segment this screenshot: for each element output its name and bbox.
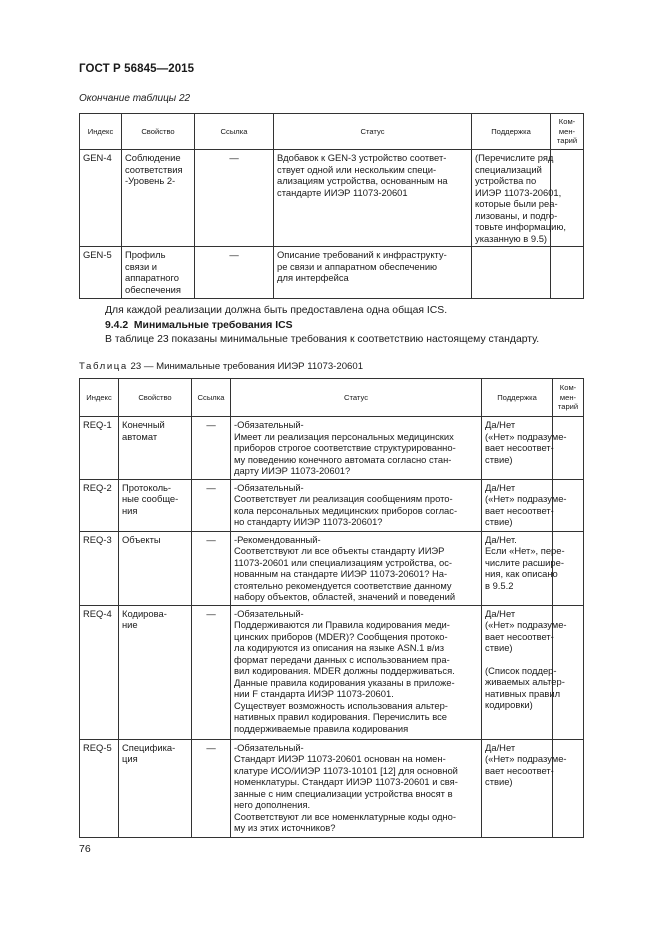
cell-line: 11073-20601 или специализациям устройства, ос- bbox=[234, 556, 452, 568]
cell-index: REQ-4 bbox=[80, 605, 119, 739]
cell-support bbox=[482, 479, 567, 531]
col-comment-header-line: Ком- bbox=[559, 383, 577, 393]
col-status-header: Статус bbox=[231, 379, 482, 417]
cell-line: ния bbox=[122, 504, 138, 516]
table-row bbox=[80, 150, 584, 247]
paragraph-ics: Для каждой реализации должна быть предоставлена одна общая ICS. bbox=[105, 305, 448, 316]
cell-line: него дополнения. bbox=[234, 799, 311, 810]
cell-line: -Обязательный- bbox=[234, 741, 304, 753]
cell-line: ния, как описано bbox=[485, 568, 558, 579]
col-support-header: Поддержка bbox=[482, 379, 553, 417]
section-number: 9.4.2 bbox=[105, 320, 129, 331]
cell-support bbox=[472, 150, 566, 247]
cell-index: REQ-2 bbox=[80, 479, 119, 531]
cell-line: вает несоответ- bbox=[485, 442, 554, 453]
cell-line: цинских приборов (MDER)? Сообщения протоко- bbox=[234, 630, 448, 642]
cell-line: Профиль bbox=[125, 249, 166, 260]
cell-line: Объекты bbox=[122, 533, 161, 545]
cell-status bbox=[274, 247, 472, 299]
table-23-caption-rest: 23 — Минимальные требования ИИЭР 11073-20601 bbox=[130, 361, 364, 372]
cell-line: Да/Нет bbox=[485, 741, 516, 753]
cell-line: (Список поддер- bbox=[485, 664, 557, 676]
cell-line: ствие) bbox=[485, 453, 513, 465]
cell-property bbox=[119, 417, 192, 480]
col-reference-header: Ссылка bbox=[195, 114, 274, 150]
cell-line: соответствия bbox=[125, 163, 183, 175]
page-number: 76 bbox=[79, 843, 91, 855]
table-23-header-row bbox=[80, 379, 584, 417]
cell-line bbox=[485, 654, 549, 665]
cell-line: дарту ИИЭР 11073-20601? bbox=[234, 465, 351, 476]
cell-line: связи и bbox=[125, 260, 158, 272]
col-reference-header: Ссылка bbox=[192, 379, 231, 417]
cell-line: -Уровень 2- bbox=[125, 175, 176, 186]
document-header: ГОСТ Р 56845—2015 bbox=[79, 63, 195, 75]
cell-line: клатуре ИСО/ИИЭР 11073-10101 [12] для основной bbox=[234, 764, 458, 776]
col-comment-header-line: тарий bbox=[557, 402, 579, 412]
cell-line: Да/Нет bbox=[485, 481, 516, 493]
cell-line: Протоколь- bbox=[122, 481, 172, 493]
cell-property bbox=[119, 479, 192, 531]
cell-index: GEN-4 bbox=[80, 150, 122, 247]
cell-support bbox=[482, 739, 567, 837]
col-support-header: Поддержка bbox=[472, 114, 551, 150]
cell-line: Вдобавок к GEN-3 устройство соответ- bbox=[277, 152, 447, 163]
cell-line: вает несоответ- bbox=[485, 630, 554, 642]
cell-line: вает несоответ- bbox=[485, 504, 554, 516]
cell-status bbox=[231, 417, 482, 480]
cell-line: ние bbox=[122, 619, 138, 630]
cell-line: нативных правил кодирования. Перечислить все bbox=[234, 711, 447, 722]
cell-reference: — bbox=[192, 739, 231, 837]
cell-line: Да/Нет bbox=[485, 419, 516, 430]
cell-line: ствие) bbox=[485, 516, 513, 527]
cell-line: Да/Нет. bbox=[485, 533, 517, 545]
cell-property bbox=[119, 739, 192, 837]
cell-index: REQ-1 bbox=[80, 417, 119, 480]
cell-line: стандарте ИИЭР 11073-20601 bbox=[277, 186, 408, 198]
table-22-caption: Окончание таблицы 22 bbox=[79, 93, 191, 104]
cell-support bbox=[482, 605, 567, 739]
cell-index: REQ-5 bbox=[80, 739, 119, 837]
cell-line: нии F стандарта ИИЭР 11073-20601. bbox=[234, 688, 394, 699]
cell-line: которые были реа- bbox=[475, 198, 558, 209]
cell-support bbox=[482, 531, 565, 605]
cell-line: ция bbox=[122, 753, 138, 764]
cell-line: Специфика- bbox=[122, 741, 176, 753]
cell-line: Соответствуют ли все номенклатурные коды одно- bbox=[234, 810, 456, 822]
cell-property bbox=[119, 605, 192, 739]
cell-status bbox=[231, 605, 482, 739]
cell-line: ИИЭР 11073-20601, bbox=[475, 186, 562, 198]
cell-line: Соответствуют ли все объекты стандарту ИИЭР bbox=[234, 545, 445, 556]
cell-line: -Обязательный- bbox=[234, 419, 304, 430]
cell-status bbox=[274, 150, 472, 247]
table-23 bbox=[79, 378, 584, 838]
col-property-header: Свойство bbox=[119, 379, 192, 417]
cell-line: обеспечения bbox=[125, 283, 181, 295]
cell-line: («Нет» подразуме- bbox=[485, 430, 567, 442]
cell-line: нативных правил bbox=[485, 687, 561, 699]
cell-line: ствие) bbox=[485, 642, 513, 653]
cell-line: в 9.5.2 bbox=[485, 579, 514, 591]
cell-comment bbox=[551, 247, 584, 299]
cell-line: товьте информацию, bbox=[475, 221, 566, 232]
cell-line: вил кодирования. MDER должны поддерживаться. bbox=[234, 665, 455, 676]
table-22 bbox=[79, 113, 584, 299]
col-comment-header-line: тарий bbox=[556, 136, 578, 146]
cell-line: Если «Нет», пере- bbox=[485, 545, 565, 556]
cell-line: Соответствует ли реализация сообщениям прото- bbox=[234, 493, 453, 504]
table-23-caption-prefix: Таблица bbox=[79, 361, 128, 372]
table-row bbox=[80, 605, 584, 739]
cell-status bbox=[231, 479, 482, 531]
col-comment-header-line: Ком- bbox=[558, 117, 576, 127]
col-index-header: Индекс bbox=[80, 379, 119, 417]
col-comment-header bbox=[553, 379, 584, 417]
cell-line: кола персональных медицинских приборов соглас- bbox=[234, 504, 458, 516]
cell-line: аппаратного bbox=[125, 272, 179, 283]
cell-line: Существует возможность использования альтер- bbox=[234, 699, 448, 711]
cell-line: нованным на стандарте ИИЭР 11073-20601? На- bbox=[234, 568, 448, 579]
table-row bbox=[80, 247, 584, 299]
paragraph-table-23-intro: В таблице 23 показаны минимальные требования к соответствию настоящему стандарту. bbox=[105, 334, 540, 345]
cell-line: Да/Нет bbox=[485, 607, 516, 619]
cell-line: кодировки) bbox=[485, 699, 533, 710]
table-row bbox=[80, 531, 584, 605]
cell-line: Данные правила кодирования указаны в приложе- bbox=[234, 676, 455, 688]
cell-reference: — bbox=[192, 417, 231, 480]
col-status-header: Статус bbox=[274, 114, 472, 150]
section-heading bbox=[105, 320, 293, 331]
cell-line: вает несоответ- bbox=[485, 764, 554, 776]
cell-line: поддерживаемые правила кодирования bbox=[234, 722, 409, 734]
cell-line: ствует одной или нескольким специ- bbox=[277, 163, 437, 175]
cell-status bbox=[231, 739, 482, 837]
cell-line: Кодирова- bbox=[122, 607, 167, 619]
cell-line: Конечный bbox=[122, 419, 165, 430]
col-property-header: Свойство bbox=[122, 114, 195, 150]
cell-reference: — bbox=[195, 150, 274, 247]
table-row bbox=[80, 739, 584, 837]
cell-line: («Нет» подразуме- bbox=[485, 493, 567, 504]
cell-property bbox=[119, 531, 192, 605]
cell-line: стоятельно рекомендуется соответствие данному bbox=[234, 579, 452, 591]
cell-line: но стандарту ИИЭР 11073-20601? bbox=[234, 516, 383, 527]
cell-line: -Обязательный- bbox=[234, 607, 304, 619]
cell-line: («Нет» подразуме- bbox=[485, 753, 567, 764]
cell-line: ствие) bbox=[485, 776, 513, 787]
cell-index: REQ-3 bbox=[80, 531, 119, 605]
table-row bbox=[80, 479, 584, 531]
cell-line: Соблюдение bbox=[125, 152, 181, 163]
cell-line: Имеет ли реализация персональных медицинских bbox=[234, 430, 454, 442]
cell-support bbox=[472, 247, 551, 299]
table-22-header-row bbox=[80, 114, 584, 150]
cell-line: живаемых альтер- bbox=[485, 676, 565, 687]
cell-line: числите расшире- bbox=[485, 556, 564, 568]
cell-line: -Рекомендованный- bbox=[234, 533, 321, 545]
cell-line: для интерфейса bbox=[277, 272, 349, 283]
cell-line: ные сообще- bbox=[122, 493, 179, 504]
cell-line: указанную в 9.5) bbox=[475, 232, 548, 244]
col-comment-header-line: мен- bbox=[559, 392, 577, 402]
cell-line: устройства по bbox=[475, 175, 537, 186]
cell-line: Поддерживаются ли Правила кодирования меди- bbox=[234, 619, 450, 630]
cell-line: формат передачи данных с использованием пра- bbox=[234, 653, 450, 665]
cell-line: ла кодируются из описания на языке ASN.1 в/из bbox=[234, 642, 445, 653]
cell-line: -Обязательный- bbox=[234, 481, 304, 493]
cell-reference: — bbox=[192, 479, 231, 531]
table-row bbox=[80, 417, 584, 480]
cell-line: специализаций bbox=[475, 163, 542, 175]
table-23-caption bbox=[79, 361, 363, 372]
cell-status bbox=[231, 531, 482, 605]
cell-line: му из этих источников? bbox=[234, 822, 336, 833]
cell-property bbox=[122, 247, 195, 299]
cell-line: Стандарт ИИЭР 11073-20601 основан на номен- bbox=[234, 753, 446, 764]
cell-line: набору объектов, областей, значений и поведений bbox=[234, 591, 456, 602]
col-comment-header bbox=[551, 114, 584, 150]
cell-line: приборов строгое соответствие структурированно- bbox=[234, 442, 456, 453]
cell-line: ре связи и аппаратном обеспечению bbox=[277, 260, 438, 272]
col-comment-header-line: мен- bbox=[558, 126, 576, 136]
col-index-header: Индекс bbox=[80, 114, 122, 150]
cell-line: номенклатуры. Стандарт ИИЭР 11073-20601 и свя- bbox=[234, 776, 458, 787]
cell-line: му поведению конечного автомата согласно стан- bbox=[234, 453, 452, 465]
cell-reference: — bbox=[192, 605, 231, 739]
cell-line: лизованы, и подго- bbox=[475, 209, 558, 221]
cell-reference: — bbox=[195, 247, 274, 299]
cell-line: занные с ним специализации устройства вносят в bbox=[234, 787, 453, 799]
cell-line: автомат bbox=[122, 430, 158, 442]
cell-line: ализациям устройства, основанным на bbox=[277, 175, 448, 186]
cell-support bbox=[482, 417, 567, 480]
cell-comment bbox=[553, 417, 584, 480]
cell-reference: — bbox=[192, 531, 231, 605]
cell-line: Описание требований к инфраструкту- bbox=[277, 249, 447, 260]
cell-line: («Нет» подразуме- bbox=[485, 619, 567, 630]
section-title: Минимальные требования ICS bbox=[133, 320, 293, 331]
cell-property bbox=[122, 150, 195, 247]
cell-comment bbox=[553, 479, 584, 531]
cell-index: GEN-5 bbox=[80, 247, 122, 299]
cell-line: (Перечислите ряд bbox=[475, 152, 554, 163]
